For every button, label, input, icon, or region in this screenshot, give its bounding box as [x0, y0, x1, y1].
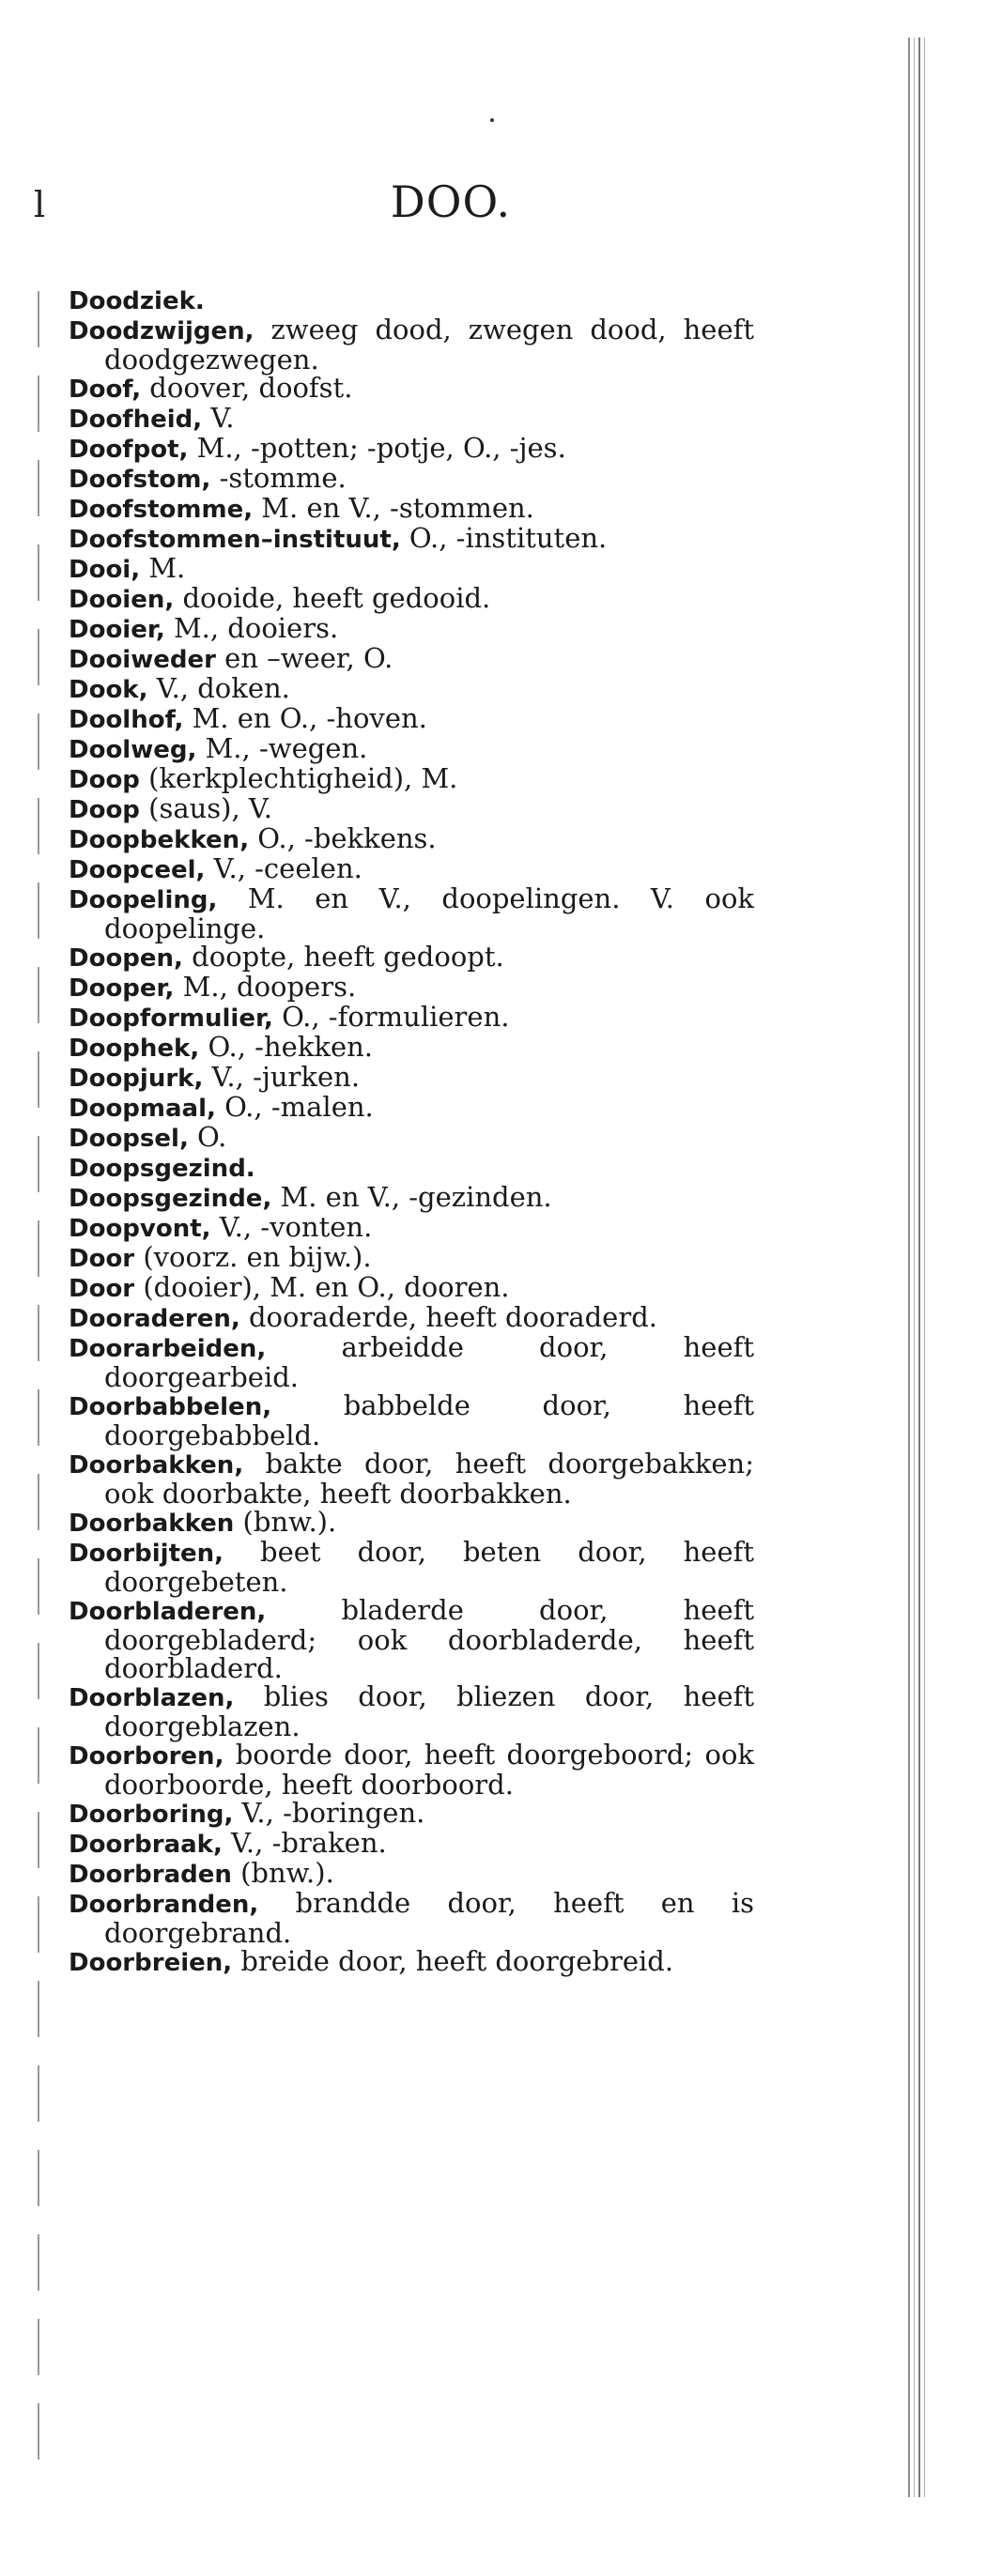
entry-definition: (bnw.).: [234, 1506, 337, 1538]
dictionary-entry: [69, 1829, 754, 1859]
dictionary-entry: [69, 1596, 754, 1682]
entry-headword: Doophek,: [69, 1035, 200, 1063]
entry-headword: Doorboring,: [69, 1801, 234, 1829]
entry-headword: Door: [69, 1245, 135, 1273]
dictionary-entry: [69, 644, 754, 674]
dictionary-entry: [69, 704, 754, 734]
dictionary-entry: [69, 943, 754, 973]
entry-definition: blies door, bliezen door, heeft doorgeblazen.: [104, 1680, 754, 1742]
entry-headword: Doolhof,: [69, 706, 184, 734]
dictionary-entry: [69, 734, 754, 764]
entry-definition: M. en O., -hoven.: [183, 702, 427, 734]
dictionary-entry: [69, 1333, 754, 1391]
dictionary-entry: [69, 1183, 754, 1213]
dictionary-entry: [69, 1063, 754, 1093]
entry-headword: Doopjurk,: [69, 1065, 204, 1093]
entry-headword: Dooier,: [69, 616, 165, 644]
entry-headword: Doorboren,: [69, 1742, 224, 1771]
dictionary-entry: [69, 1740, 754, 1799]
entry-headword: Doorbabbelen,: [69, 1393, 272, 1421]
entry-definition: O.: [188, 1121, 227, 1153]
dictionary-entry: [69, 1391, 754, 1449]
entry-definition: babbelde door, heeft doorgebabbeld.: [104, 1389, 754, 1451]
dictionary-entry: [69, 1449, 754, 1508]
entry-definition: -stomme.: [210, 462, 347, 494]
entry-headword: Doofstom,: [69, 466, 211, 494]
dictionary-entry: [69, 764, 754, 794]
entry-headword: Doorbladeren,: [69, 1598, 267, 1626]
dictionary-entry: [69, 524, 754, 554]
entry-headword: Doopbekken,: [69, 826, 250, 854]
entry-definition: O., -formulieren.: [272, 1001, 510, 1033]
dictionary-entry: [69, 1508, 754, 1538]
entry-headword: Doopformulier,: [69, 1004, 273, 1033]
dictionary-entry: [69, 1889, 754, 1947]
dictionary-entry: [69, 404, 754, 434]
entry-definition: O., -malen.: [215, 1091, 374, 1123]
entry-definition: bakte door, heeft doorgebakken; ook doorbakte, heeft doorbakken.: [104, 1448, 754, 1510]
entry-headword: Dooraderen,: [69, 1305, 240, 1333]
entry-headword: Doof,: [69, 376, 142, 404]
entry-definition: M., -potten; -potje, O., -jes.: [188, 432, 566, 464]
entry-headword: Doopceel,: [69, 856, 206, 884]
entry-headword: Doop: [69, 766, 140, 794]
entry-headword: Doopsgezinde,: [69, 1185, 272, 1213]
entry-headword: Doofstomme,: [69, 496, 254, 524]
dictionary-entry: [69, 434, 754, 464]
running-head: DOO.: [390, 176, 512, 227]
entry-definition: (kerkplechtigheid), M.: [139, 762, 458, 794]
dictionary-entry: [69, 584, 754, 614]
entry-headword: Dooi,: [69, 556, 141, 584]
dictionary-entry: [69, 1273, 754, 1303]
entry-definition: brandde door, heeft en is doorgebrand.: [104, 1887, 754, 1949]
print-speck: [490, 118, 494, 122]
entry-definition: zweeg dood, zwegen dood, heeft doodgezwegen.: [104, 314, 754, 376]
dictionary-entry: [69, 1243, 754, 1273]
entry-headword: Doofpot,: [69, 436, 189, 464]
entry-definition: bladerde door, heeft doorgebladerd; ook doorbladerde, heeft doorbladerd.: [104, 1594, 754, 1684]
dictionary-entry: [69, 1682, 754, 1740]
entry-definition: M. en V., doopelingen. V. ook doopelinge.: [104, 882, 754, 944]
entry-headword: Doopsel,: [69, 1125, 189, 1153]
dictionary-entry: [69, 1947, 754, 1977]
dictionary-entry: [69, 554, 754, 584]
dictionary-entry: [69, 824, 754, 854]
entry-headword: Door: [69, 1275, 135, 1303]
entry-headword: Doopmaal,: [69, 1095, 216, 1123]
dictionary-entry: [69, 1303, 754, 1333]
dictionary-entry: [69, 285, 754, 315]
entry-definition: M. en V., -stommen.: [253, 492, 534, 524]
entry-headword: Doopvont,: [69, 1215, 211, 1243]
entry-list: [69, 285, 754, 1977]
entry-headword: Doopen,: [69, 944, 183, 973]
dictionary-entry: [69, 374, 754, 404]
entry-definition: (saus), V.: [139, 792, 273, 824]
dictionary-entry: [69, 1003, 754, 1033]
entry-definition: beet door, beten door, heeft doorgebeten.: [104, 1536, 754, 1598]
entry-headword: Doolweg,: [69, 736, 197, 764]
dictionary-entry: [69, 1153, 754, 1183]
page-edge-scan-lines: [906, 38, 929, 2497]
entry-headword: Doorbreien,: [69, 1949, 233, 1977]
entry-definition: breide door, heeft doorgebreid.: [232, 1945, 674, 1977]
entry-headword: Dooien,: [69, 586, 175, 614]
dictionary-entry: [69, 973, 754, 1003]
entry-headword: Dooiweder: [69, 646, 216, 674]
entry-headword: Doorblazen,: [69, 1684, 235, 1712]
entry-definition: arbeidde door, heeft doorgearbeid.: [104, 1331, 754, 1393]
dictionary-entry: [69, 884, 754, 943]
entry-definition: V., doken.: [147, 672, 290, 704]
dictionary-entry: [69, 1538, 754, 1596]
entry-definition: M., doopers.: [174, 971, 357, 1003]
entry-definition: M., -wegen.: [196, 732, 368, 764]
dictionary-entry: [69, 794, 754, 824]
dictionary-entry: [69, 1213, 754, 1243]
entry-definition: (voorz. en bijw.).: [134, 1241, 372, 1273]
entry-definition: M. en V., -gezinden.: [271, 1181, 552, 1213]
entry-headword: Doop: [69, 796, 140, 824]
dictionary-entry: [69, 315, 754, 374]
entry-headword: Doorbraak,: [69, 1831, 223, 1859]
entry-definition: (bnw.).: [231, 1857, 334, 1889]
entry-definition: V.: [202, 402, 235, 434]
entry-definition: V., -jurken.: [203, 1061, 361, 1093]
entry-definition: doopte, heeft gedoopt.: [182, 941, 504, 973]
entry-definition: doover, doofst.: [141, 372, 353, 404]
dictionary-entry: [69, 494, 754, 524]
entry-definition: dooide, heeft gedooid.: [174, 582, 491, 614]
dictionary-entry: [69, 1093, 754, 1123]
entry-headword: Doofstommen–instituut,: [69, 526, 401, 554]
entry-headword: Doopeling,: [69, 886, 218, 914]
entry-headword: Doopsgezind.: [69, 1155, 255, 1183]
entry-definition: O., -instituten.: [400, 522, 608, 554]
left-margin-rule: [38, 291, 39, 2460]
entry-definition: dooraderde, heeft dooraderd.: [239, 1301, 657, 1333]
entry-definition: M., dooiers.: [164, 612, 339, 644]
entry-definition: boorde door, heeft doorgeboord; ook doorboorde, heeft doorboord.: [104, 1739, 754, 1801]
dictionary-entry: [69, 854, 754, 884]
dictionary-entry: [69, 1123, 754, 1153]
entry-headword: Doorbakken: [69, 1510, 235, 1538]
entry-definition: V., -braken.: [222, 1827, 387, 1859]
dictionary-entry: [69, 464, 754, 494]
entry-headword: Dooper,: [69, 974, 175, 1003]
entry-definition: O., -hekken.: [199, 1031, 374, 1063]
dictionary-entry: [69, 614, 754, 644]
entry-headword: Doorbranden,: [69, 1891, 259, 1919]
entry-headword: Doorarbeiden,: [69, 1335, 267, 1363]
entry-definition: V., -vonten.: [210, 1211, 373, 1243]
entry-headword: Dook,: [69, 676, 148, 704]
entry-headword: Doorbijten,: [69, 1540, 224, 1568]
margin-mark: l: [34, 184, 46, 225]
entry-definition: O., -bekkens.: [249, 822, 437, 854]
dictionary-entry: [69, 1033, 754, 1063]
entry-definition: V., -boringen.: [233, 1797, 425, 1829]
entry-headword: Doofheid,: [69, 406, 203, 434]
dictionary-entry: [69, 674, 754, 704]
entry-definition: M.: [140, 552, 186, 584]
entry-definition: en –weer, O.: [215, 642, 393, 674]
entry-definition: V., -ceelen.: [205, 852, 362, 884]
dictionary-entry: [69, 1859, 754, 1889]
entry-headword: Doorbakken,: [69, 1451, 244, 1480]
dictionary-entry: [69, 1799, 754, 1829]
entry-headword: Doorbraden: [69, 1861, 232, 1889]
entry-headword: Doodziek.: [69, 287, 205, 315]
entry-headword: Doodzwijgen,: [69, 317, 254, 345]
entry-definition: (dooier), M. en O., dooren.: [134, 1271, 510, 1303]
